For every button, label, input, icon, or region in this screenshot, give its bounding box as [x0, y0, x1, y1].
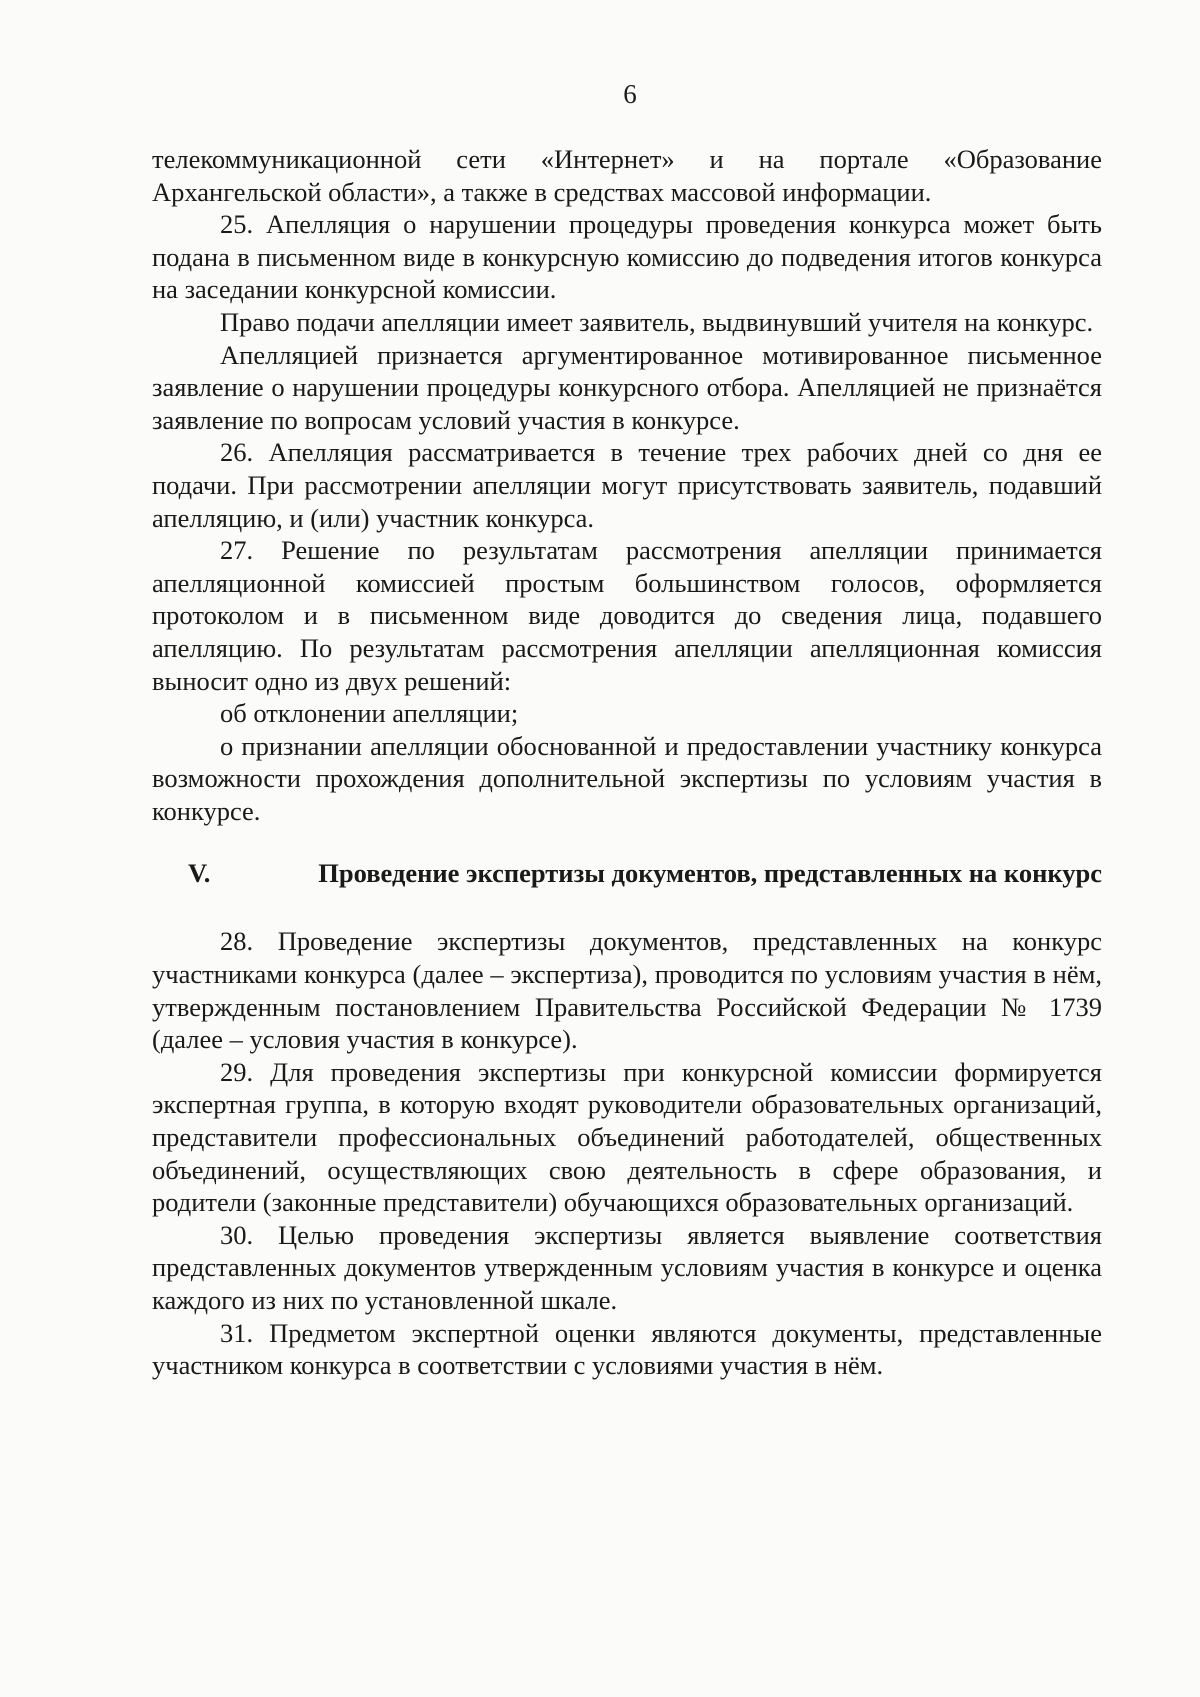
- paragraph-25-definition: Апелляцией признается аргументированное мотивированное письменное заявление о нарушении процедуры конкурсного отбора. Апелляцией не признаётся заявление по вопросам условий участия в конкурсе.: [152, 339, 1102, 435]
- paragraph-25: 25. Апелляция о нарушении процедуры проведения конкурса может быть подана в письменном виде в конкурсную комиссию до подведения итогов конкурса на заседании конкурсной комиссии.: [152, 209, 1102, 305]
- section-title: Проведение экспертизы документов, представленных на конкурс: [318, 858, 1102, 889]
- page-number: 6: [623, 79, 637, 109]
- document-body: [152, 143, 1102, 1382]
- paragraph-29: 29. Для проведения экспертизы при конкурсной комиссии формируется экспертная группа, в которую входят руководители образовательных организаций, представители профессиональных объединений работодателей, общественных объединений, осуществляющих свою деятельность в сфере образования, и родители (законные представители) обучающихся образовательных организаций.: [152, 1056, 1102, 1218]
- paragraph-31: 31. Предметом экспертной оценки являются документы, представленные участником конкурса в соответствии с условиями участия в нём.: [152, 1317, 1102, 1381]
- section-heading: [152, 857, 1102, 889]
- section-number: V.: [188, 858, 211, 889]
- paragraph-30: 30. Целью проведения экспертизы является выявление соответствия представленных документов утвержденным условиям участия в конкурсе и оценка каждого из них по установленной шкале.: [152, 1219, 1102, 1315]
- paragraph-28: 28. Проведение экспертизы документов, представленных на конкурс участниками конкурса (далее – экспертиза), проводится по условиям участия в нём, утвержденным постановлением Правительства Российской Федерации № 1739 (далее – условия участия в конкурсе).: [152, 926, 1102, 1055]
- paragraph-26: 26. Апелляция рассматривается в течение трех рабочих дней со дня ее подачи. При рассмотрении апелляции могут присутствовать заявитель, подавший апелляцию, и (или) участник конкурса.: [152, 437, 1102, 533]
- paragraph-continuation: телекоммуникационной сети «Интернет» и на портале «Образование Архангельской области», а также в средствах массовой информации.: [152, 144, 1102, 207]
- paragraph-27: 27. Решение по результатам рассмотрения апелляции принимается апелляционной комиссией простым большинством голосов, оформляется протоколом и в письменном виде доводится до сведения лица, подавшего апелляцию. По результатам рассмотрения апелляции апелляционная комиссия выносит одно из двух решений:: [152, 535, 1102, 696]
- paragraph-25-right: Право подачи апелляции имеет заявитель, выдвинувший учителя на конкурс.: [220, 306, 1094, 337]
- paragraph-27-option-b: о признании апелляции обоснованной и предоставлении участнику конкурса возможности прохождения дополнительной экспертизы по условиям участия в конкурсе.: [152, 730, 1102, 826]
- paragraph-27-option-a: об отклонении апелляции;: [220, 698, 519, 729]
